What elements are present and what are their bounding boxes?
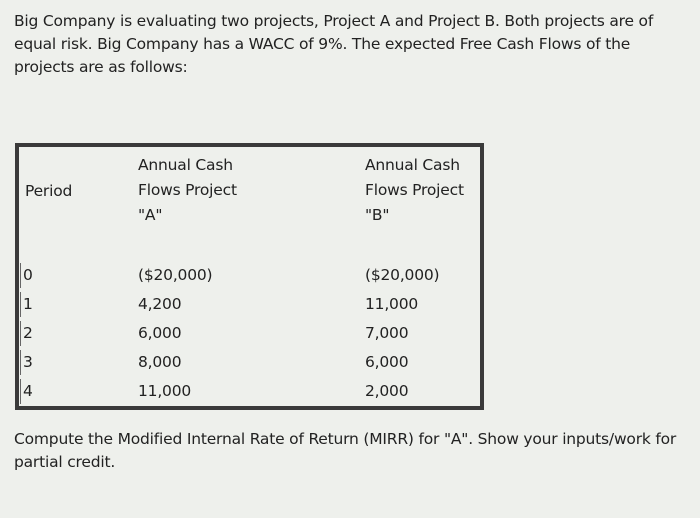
- project-a-cell: 8,000: [138, 353, 182, 371]
- project-b-cell: 11,000: [365, 295, 419, 313]
- period-cell: 3: [20, 350, 33, 375]
- project-b-cell: 7,000: [365, 324, 409, 342]
- period-cell: 1: [20, 292, 33, 317]
- cash-flow-table: [15, 143, 484, 410]
- period-cell: 0: [20, 263, 33, 288]
- header-project-b: Annual Cash Flows Project "B": [365, 156, 464, 224]
- header-period: Period: [25, 182, 73, 200]
- project-a-cell: 4,200: [138, 295, 182, 313]
- problem-intro: Big Company is evaluating two projects, Project A and Project B. Both projects are of equal risk. Big Company has a WACC of 9%. The expected Free Cash Flows of the projects are as follows:: [14, 12, 654, 76]
- period-cell: 4: [20, 379, 33, 404]
- period-cell: 2: [20, 321, 33, 346]
- project-b-cell: 6,000: [365, 353, 409, 371]
- project-a-cell: 11,000: [138, 382, 192, 400]
- header-project-a: Annual Cash Flows Project "A": [138, 156, 237, 224]
- question-text: Compute the Modified Internal Rate of Return (MIRR) for "A". Show your inputs/work for partial credit.: [14, 430, 677, 471]
- project-a-cell: 6,000: [138, 324, 182, 342]
- project-b-cell: ($20,000): [365, 266, 440, 284]
- project-b-cell: 2,000: [365, 382, 409, 400]
- project-a-cell: ($20,000): [138, 266, 213, 284]
